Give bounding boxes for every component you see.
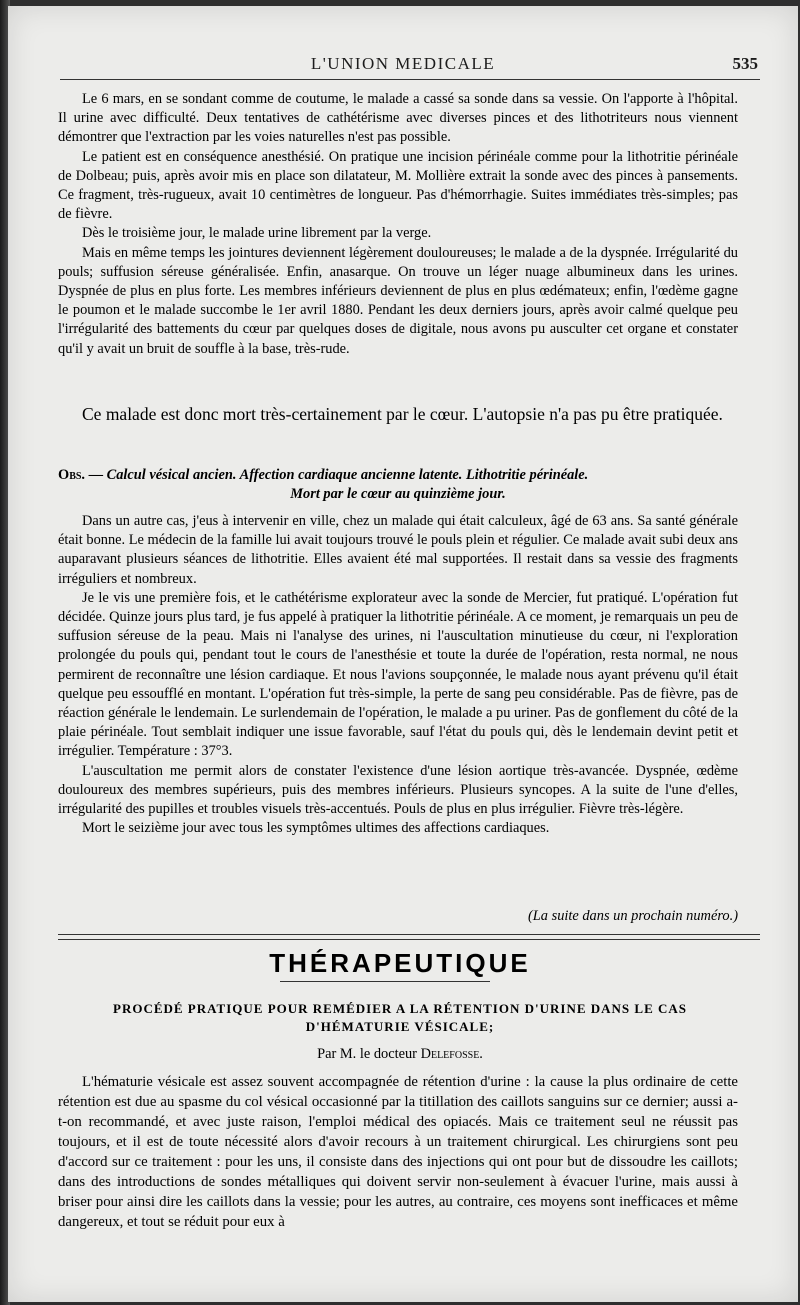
case2-paragraph: Mort le seizième jour avec tous les symptômes ultimes des affections cardiaques. [82,820,550,837]
case1-paragraph: Mais en même temps les jointures deviennent légèrement douloureuses; le malade a de la dyspnée. Irrégularité du pouls; suffusion séreuse généralisée. Enfin, anasarque. On trouve un léger nuage albumineux dans les urines. Dyspnée de plus en plus forte. Les membres inférieurs deviennent de plus en plus œdémateux; enfin, l'œdème gagne le poumon et le malade succombe le 1er avril 1880. Pendant les deux derniers jours, après avoir calmé quelque peu l'irrégularité des battements du cœur par quelques doses de digitale, nous avons pu ausculter cet organe et constater qu'il y avait un bruit de souffle à la base, très-rude. [58,244,738,357]
case1-paragraph: Le 6 mars, en se sondant comme de coutume, le malade a cassé sa sonde dans sa vessie. On l'apporte à l'hôpital. Il urine avec difficulté. Deux tentatives de cathétérisme avec diverses pinces et des lithotriteurs nous viennent démontrer que l'extraction par les voies naturelles n'est pas possible. [58,91,738,146]
case2-paragraph: Dans un autre cas, j'eus à intervenir en ville, chez un malade qui était calculeux, âgé de 63 ans. Sa santé générale était bonne. Le médecin de la famille lui avait toujours trouvé le pouls plein et régulier. Ce malade avait subi deux ans auparavant plusieurs séances de lithotritie. Elles avaient été mal supportées. Il restait dans sa vessie des fragments irréguliers et nombreux. [58,513,738,587]
byline-author: Delefosse. [420,1046,483,1062]
case1-paragraph: Dès le troisième jour, le malade urine librement par la verge. [82,225,432,242]
case1-conclusion [58,404,738,425]
observation-label: Obs. — [58,467,104,483]
byline [0,1046,800,1063]
conclusion-text: Ce malade est donc mort très-certainement par le cœur. L'autopsie n'a pas pu être pratiquée. [82,404,723,424]
section-title-underline [280,981,490,982]
observation-title-line1 [58,466,738,485]
section-divider [58,934,760,940]
article-title: PROCÉDÉ PRATIQUE POUR REMÉDIER A LA RÉTENTION D'URINE DANS LE CAS D'HÉMATURIE VÉSICALE; [113,1001,687,1034]
case1-text [58,90,738,359]
continuation-note: (La suite dans un prochain numéro.) [528,908,738,924]
case1-paragraph: Le patient est en conséquence anesthésié. On pratique une incision périnéale comme pour la lithotritie périnéale de Dolbeau; puis, après avoir mis en place son dilatateur, M. Mollière extrait la sonde avec des pinces à pansements. Ce fragment, très-rugueux, avait 10 centimètres de longueur. Pas d'hémorrhagie. Suites immédiates très-simples; pas de fièvre. [58,148,738,223]
therapeutique-paragraph: L'hématurie vésicale est assez souvent accompagnée de rétention d'urine : la cause la plus ordinaire de cette rétention est due au spasme du col vésical occasionné par la titillation des caillots sanguins sur ce dernier; aussi a-t-on recommandé, et avec juste raison, l'emploi médical des opiacés. Mais ce traitement seul ne réussit pas toujours, et il est de toute nécessité alors d'avoir recours à un traitement chirurgical. Les chirurgiens sont peu d'accord sur ce traitement : pour les uns, il consiste dans des injections qui ont pour but de dissoudre les caillots; dans des introductions de sondes métalliques qui doivent servir non-seulement à évacuer l'urine, mais aussi à briser pour ainsi dire les caillots dans la vessie; pour les autres, au contraire, ces moyens sont inefficaces et même dangereux, et tout se réduit pour eux à [58,1074,738,1230]
journal-title: L'UNION MEDICALE [310,54,496,73]
observation-heading [58,466,738,504]
case2-paragraph: L'auscultation me permit alors de constater l'existence d'une lésion aortique très-avancée. Dyspnée, œdème douloureux des membres supérieurs, puis des membres inférieurs. Plusieurs syncopes. A la suite de l'une d'elles, irrégularité des pupilles et troubles visuels très-accentués. Pouls de plus en plus irrégulier. Fièvre très-légère. [58,762,738,818]
case2-paragraph: Je le vis une première fois, et le cathétérisme explorateur avec la sonde de Mercier, fut pratiqué. L'opération fut décidée. Quinze jours plus tard, je fus appelé à pratiquer la lithotritie périnéale. A ce moment, je remarquais un peu de suffusion séreuse de la peau. Mais ni l'analyse des urines, ni l'auscultation minutieuse du cœur, ni l'exploration prolongée du pouls qui, pendant tout le cours de l'anesthésie et toute la durée de l'opération, resta normal, ne nous permirent de reconnaître une lésion cardiaque. Et nous l'avions soupçonnée, le malade nous ayant prévenu qu'il était quelque peu essoufflé en montant. L'opération fut très-simple, la perte de sang peu considérable. Pas de fièvre, pas de réaction générale le lendemain. Le surlendemain de l'opération, le malade a pu uriner. Pas de gonflement du côté de la plaie périnéale. Tout semblait indiquer une issue favorable, sauf l'état du pouls qui, dès le lendemain devint petit et irrégulier. Température : 37°3. [58,589,738,760]
observation-title: Calcul vésical ancien. Affection cardiaque ancienne latente. Lithotritie périnéale. [106,467,589,483]
running-header [48,50,758,78]
therapeutique-text [58,1072,738,1232]
case2-text [58,512,738,838]
observation-title-line2 [58,485,738,504]
observation-subtitle: Mort par le cœur au quinzième jour. [290,486,506,502]
header-rule [60,79,760,80]
section-title: THÉRAPEUTIQUE [269,948,531,978]
byline-prefix: Par M. le docteur [317,1046,417,1062]
page-number: 535 [732,54,758,73]
